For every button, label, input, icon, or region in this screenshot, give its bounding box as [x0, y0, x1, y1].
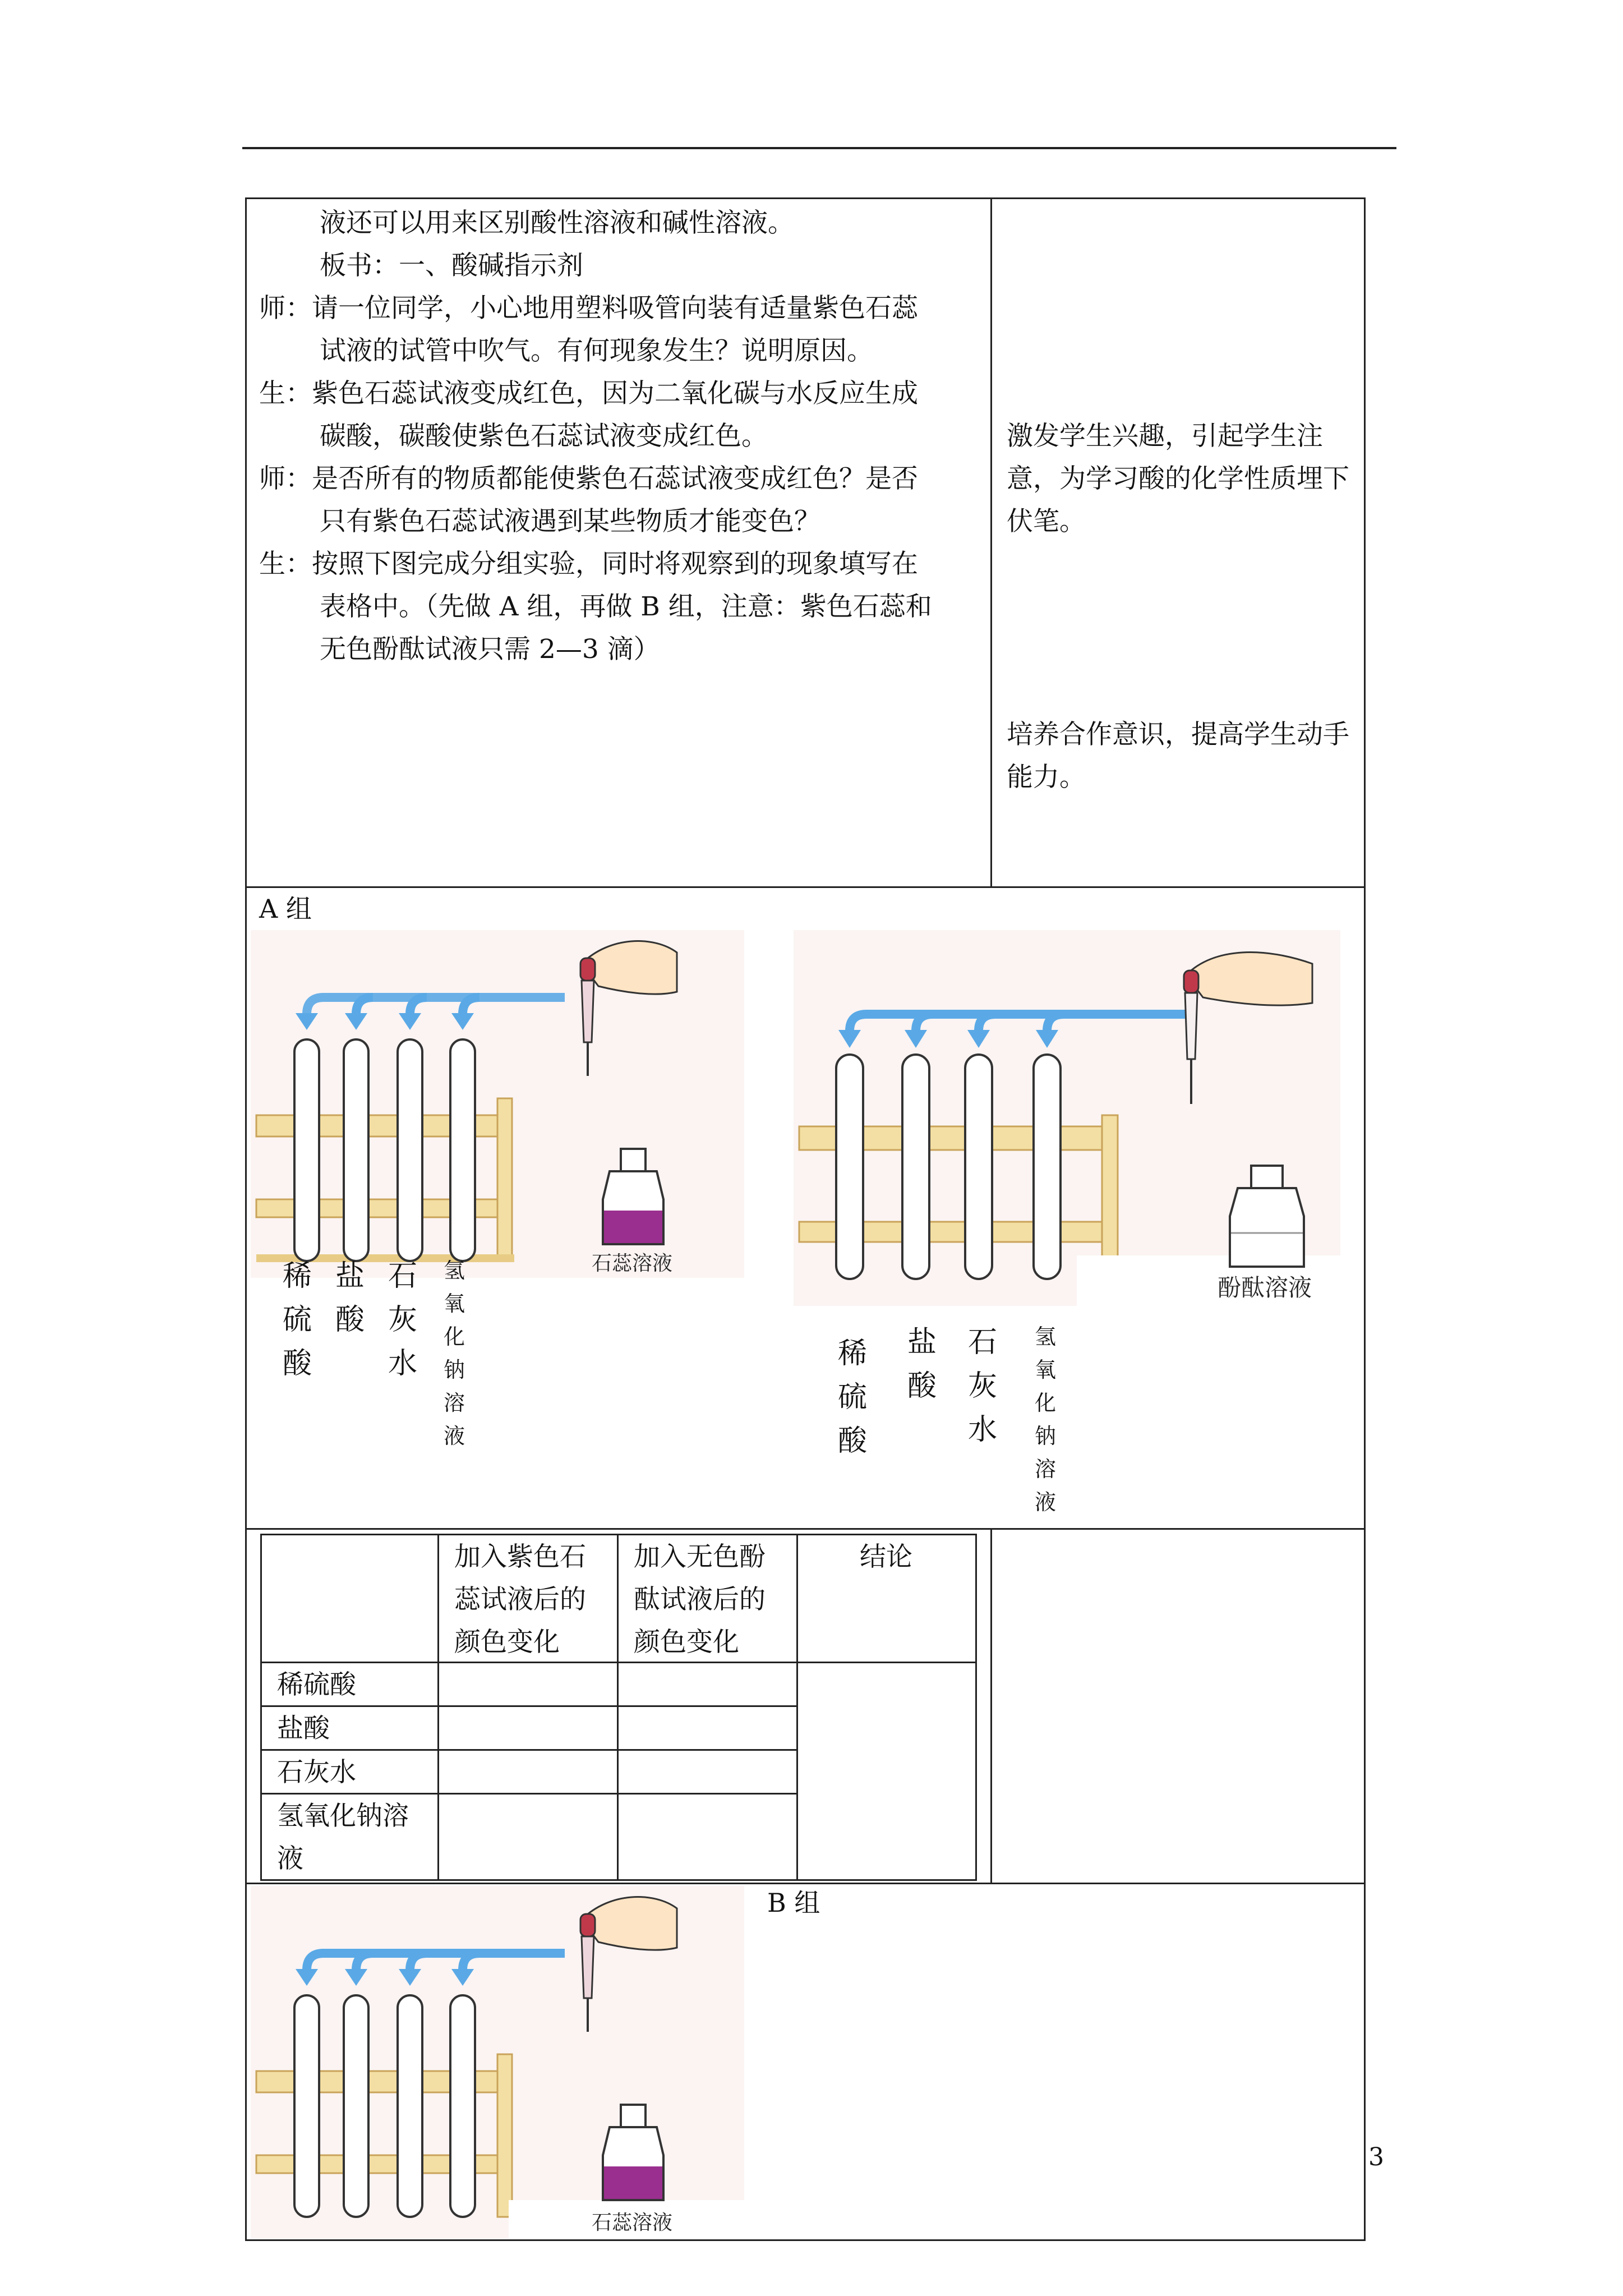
table-row-label: 盐酸 — [277, 1713, 330, 1744]
lesson-line: 无色酚酞试液只需 2—3 滴） — [320, 634, 660, 665]
lesson-line: 生：紫色石蕊试液变成红色，因为二氧化碳与水反应生成 — [259, 378, 918, 409]
tube-label: 石灰水 — [388, 1259, 417, 1381]
group-b-litmus-figure — [251, 1886, 744, 2238]
lesson-line: 只有紫色石蕊试液遇到某些物质才能变色？ — [320, 506, 820, 537]
lesson-line: 液还可以用来区别酸性溶液和碱性溶液。 — [320, 208, 794, 238]
table-row-label: 石灰水 — [277, 1757, 356, 1788]
phenolphthalein-label: 酚酞溶液 — [1217, 1274, 1312, 1301]
lesson-line: 板书：一、酸碱指示剂 — [320, 250, 583, 281]
table-row-label: 氢氧化钠溶液 — [277, 1801, 409, 1874]
tube-label: 氢氧化钠溶液 — [1034, 1324, 1056, 1515]
tube-label: 石灰水 — [967, 1326, 997, 1447]
litmus-label: 石蕊溶液 — [591, 1252, 673, 1275]
lesson-line: 生：按照下图完成分组实验，同时将观察到的现象填写在 — [259, 549, 918, 579]
table-header: 加入无色酚酞试液后的颜色变化 — [634, 1542, 766, 1658]
litmus-label: 石蕊溶液 — [591, 2211, 673, 2234]
phenolphthalein-experiment-figure — [794, 930, 1340, 1306]
header-rule — [242, 147, 1396, 149]
lesson-line: 试液的试管中吹气。有何现象发生？说明原因。 — [320, 335, 873, 366]
tube-label: 氢氧化钠溶液 — [443, 1258, 465, 1448]
tube-label: 盐酸 — [907, 1326, 937, 1403]
table-header: 加入紫色石蕊试液后的颜色变化 — [454, 1542, 586, 1658]
tube-label: 盐酸 — [335, 1259, 365, 1337]
table-row-label: 稀硫酸 — [277, 1669, 356, 1700]
tube-label: 稀硫酸 — [282, 1259, 312, 1381]
lesson-line: 表格中。（先做 A 组，再做 B 组，注意：紫色石蕊和 — [320, 591, 932, 622]
group-b-title: B 组 — [767, 1888, 820, 1918]
lesson-line: 师：是否所有的物质都能使紫色石蕊试液变成红色？是否 — [259, 463, 918, 494]
page-number: 3 — [1368, 2143, 1384, 2171]
tube-label: 稀硫酸 — [837, 1337, 867, 1458]
teaching-note: 激发学生兴趣，引起学生注意，为学习酸的化学性质埋下伏笔。 — [1007, 421, 1349, 537]
lesson-line: 师：请一位同学，小心地用塑料吸管向装有适量紫色石蕊 — [259, 293, 918, 324]
lesson-line: 碳酸，碳酸使紫色石蕊试液变成红色。 — [320, 421, 768, 452]
teaching-note: 培养合作意识，提高学生动手能力。 — [1007, 719, 1349, 793]
litmus-experiment-figure — [251, 930, 744, 1278]
group-a-title: A 组 — [259, 894, 312, 924]
table-header: 结论 — [860, 1542, 912, 1572]
